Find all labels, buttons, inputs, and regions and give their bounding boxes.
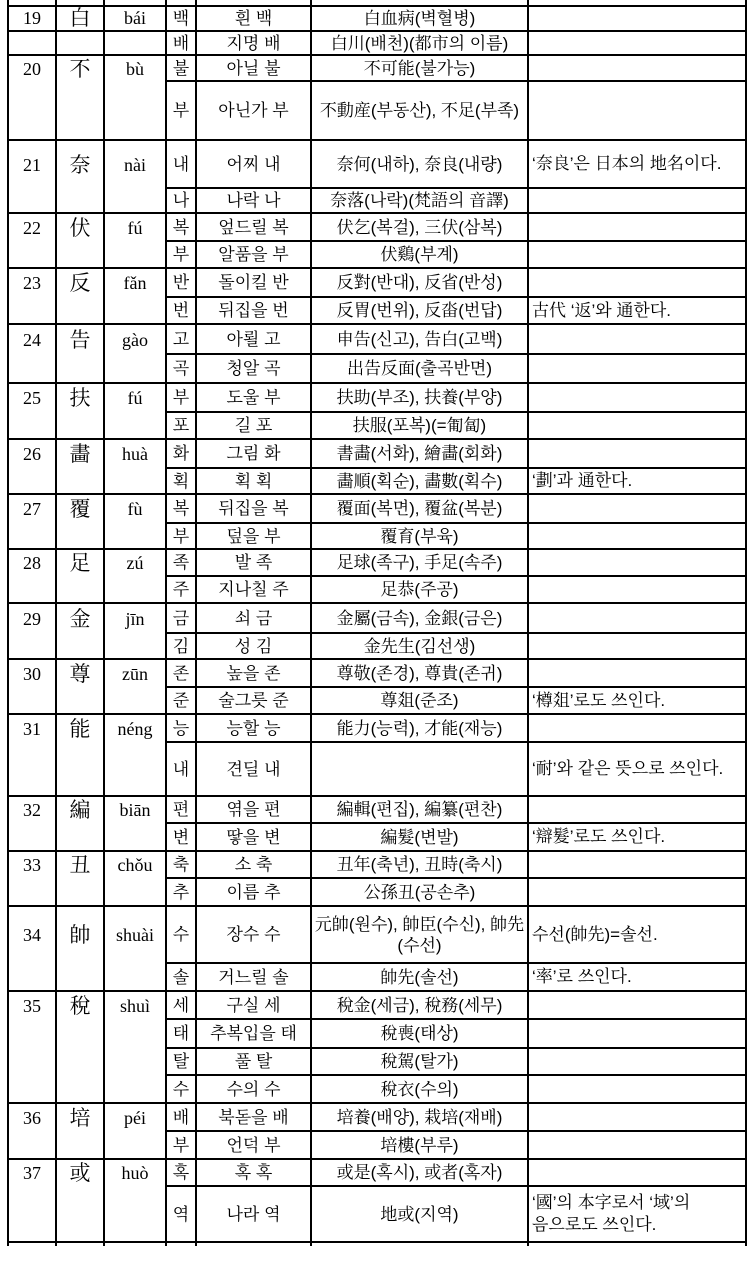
pinyin-reading: jīn	[104, 603, 166, 659]
entry-number: 21	[8, 140, 56, 213]
example-words: 編輯(편집), 編纂(편찬)	[311, 796, 528, 823]
remark-note: ‘樽爼’로도 쓰인다.	[528, 687, 746, 714]
entry-23-subrow-0	[8, 268, 746, 297]
cut-off-cell	[166, 1242, 196, 1246]
korean-eum: 변	[166, 823, 196, 851]
remark-note	[528, 188, 746, 213]
pinyin-reading: néng	[104, 714, 166, 796]
meaning-reading: 어찌 내	[196, 140, 311, 188]
remark-note	[528, 796, 746, 823]
example-words: 稅駕(탈가)	[311, 1048, 528, 1075]
meaning-reading: 구실 세	[196, 991, 311, 1019]
example-words: 地或(지역)	[311, 1186, 528, 1242]
remark-note	[528, 439, 746, 468]
meaning-reading: 돌이킬 반	[196, 268, 311, 297]
meaning-reading: 나락 나	[196, 188, 311, 213]
korean-eum: 반	[166, 268, 196, 297]
entry-35-subrow-0	[8, 991, 746, 1019]
example-words: 培樓(부루)	[311, 1131, 528, 1159]
remark-note	[528, 1048, 746, 1075]
meaning-reading: 혹 혹	[196, 1159, 311, 1186]
pinyin-reading: fú	[104, 383, 166, 439]
example-words: 畵順(획순), 畵數(획수)	[311, 468, 528, 494]
entry-30-subrow-0	[8, 659, 746, 687]
entry-36-subrow-0	[8, 1103, 746, 1131]
example-words: 白血病(벽혈병)	[311, 6, 528, 31]
meaning-reading: 그림 화	[196, 439, 311, 468]
hanzi-character: 稅	[56, 991, 104, 1103]
example-words: 足恭(주공)	[311, 576, 528, 603]
hanzi-character: 畵	[56, 439, 104, 494]
remark-note	[528, 354, 746, 383]
example-words: 培養(배양), 栽培(재배)	[311, 1103, 528, 1131]
korean-eum: 배	[166, 1103, 196, 1131]
remark-note	[528, 1075, 746, 1103]
entry-number: 31	[8, 714, 56, 796]
remark-note	[528, 383, 746, 412]
entry-number: 30	[8, 659, 56, 714]
pinyin-reading: zūn	[104, 659, 166, 714]
korean-eum: 수	[166, 906, 196, 963]
entry-number: 37	[8, 1159, 56, 1242]
korean-eum: 부	[166, 523, 196, 549]
meaning-reading: 능할 능	[196, 714, 311, 742]
meaning-reading: 장수 수	[196, 906, 311, 963]
hanzi-character: 覆	[56, 494, 104, 549]
example-words: 稅喪(태상)	[311, 1019, 528, 1048]
korean-eum: 축	[166, 851, 196, 878]
hanzi-character: 不	[56, 55, 104, 140]
hanzi-character: 反	[56, 268, 104, 324]
entry-37-subrow-0	[8, 1159, 746, 1186]
meaning-reading: 풀 탈	[196, 1048, 311, 1075]
pinyin-reading: fú	[104, 213, 166, 268]
entry-number: 32	[8, 796, 56, 851]
hanzi-character: 帥	[56, 906, 104, 991]
remark-note: 古代 ‘返’와 通한다.	[528, 297, 746, 324]
pinyin-reading: gào	[104, 324, 166, 383]
meaning-reading: 덮을 부	[196, 523, 311, 549]
hanzi-character: 能	[56, 714, 104, 796]
remark-note	[528, 1103, 746, 1131]
entry-number: 25	[8, 383, 56, 439]
korean-eum: 복	[166, 494, 196, 523]
pinyin-reading: biān	[104, 796, 166, 851]
meaning-reading: 추복입을 태	[196, 1019, 311, 1048]
meaning-reading: 아뢸 고	[196, 324, 311, 354]
korean-eum: 부	[166, 241, 196, 268]
hanzi-character: 或	[56, 1159, 104, 1242]
example-words: 伏鷄(부계)	[311, 241, 528, 268]
example-words: 編髮(변발)	[311, 823, 528, 851]
meaning-reading: 북돋을 배	[196, 1103, 311, 1131]
entry-19-subrow-0	[8, 6, 746, 31]
korean-eum: 부	[166, 1131, 196, 1159]
example-words: 扶服(포복)(=匍匐)	[311, 412, 528, 439]
meaning-reading: 알품을 부	[196, 241, 311, 268]
pinyin-reading-empty	[104, 31, 166, 55]
remark-note	[528, 851, 746, 878]
pinyin-reading: shuài	[104, 906, 166, 991]
hanzi-character: 奈	[56, 140, 104, 213]
example-words: 伏乞(복걸), 三伏(삼복)	[311, 213, 528, 241]
korean-eum: 김	[166, 633, 196, 659]
korean-eum: 화	[166, 439, 196, 468]
cut-off-row	[8, 1242, 746, 1246]
remark-note	[528, 494, 746, 523]
meaning-reading: 소 축	[196, 851, 311, 878]
korean-eum: 백	[166, 6, 196, 31]
pinyin-reading: péi	[104, 1103, 166, 1159]
meaning-reading: 이름 추	[196, 878, 311, 906]
korean-eum: 번	[166, 297, 196, 324]
hanzi-character: 編	[56, 796, 104, 851]
remark-note	[528, 268, 746, 297]
meaning-reading: 쇠 금	[196, 603, 311, 633]
meaning-reading: 지나칠 주	[196, 576, 311, 603]
entry-26-subrow-0	[8, 439, 746, 468]
korean-eum: 탈	[166, 1048, 196, 1075]
cut-off-cell	[528, 1242, 746, 1246]
korean-eum: 족	[166, 549, 196, 576]
meaning-reading: 아닐 불	[196, 55, 311, 81]
pinyin-reading: huà	[104, 439, 166, 494]
pinyin-reading: fù	[104, 494, 166, 549]
entry-28-subrow-0	[8, 549, 746, 576]
meaning-reading: 땋을 변	[196, 823, 311, 851]
korean-eum: 나	[166, 188, 196, 213]
hanzi-character: 伏	[56, 213, 104, 268]
pinyin-reading: huò	[104, 1159, 166, 1242]
korean-eum: 획	[166, 468, 196, 494]
korean-eum: 세	[166, 991, 196, 1019]
pinyin-reading: chǒu	[104, 851, 166, 906]
korean-eum: 추	[166, 878, 196, 906]
korean-eum: 내	[166, 742, 196, 796]
example-words: 元帥(원수), 帥臣(수신), 帥先(수선)	[311, 906, 528, 963]
remark-note	[528, 31, 746, 55]
example-words: 書畵(서화), 繪畵(회화)	[311, 439, 528, 468]
meaning-reading: 높을 존	[196, 659, 311, 687]
korean-eum: 금	[166, 603, 196, 633]
meaning-reading: 흰 백	[196, 6, 311, 31]
entry-33-subrow-0	[8, 851, 746, 878]
example-words: 奈何(내하), 奈良(내량)	[311, 140, 528, 188]
example-words: 或是(혹시), 或者(혹자)	[311, 1159, 528, 1186]
remark-note: ‘奈良’은 日本의 地名이다.	[528, 140, 746, 188]
hanzi-character: 白	[56, 6, 104, 31]
entry-number: 33	[8, 851, 56, 906]
remark-note: ‘率’로 쓰인다.	[528, 963, 746, 991]
cut-off-cell	[56, 1242, 104, 1246]
remark-note	[528, 6, 746, 31]
korean-eum: 부	[166, 81, 196, 140]
entry-number-empty	[8, 31, 56, 55]
entry-number: 20	[8, 55, 56, 140]
entry-25-subrow-0	[8, 383, 746, 412]
example-words: 帥先(솔선)	[311, 963, 528, 991]
remark-note	[528, 549, 746, 576]
entry-number: 26	[8, 439, 56, 494]
example-words: 金先生(김선생)	[311, 633, 528, 659]
hanzi-character: 扶	[56, 383, 104, 439]
example-words: 稅衣(수의)	[311, 1075, 528, 1103]
meaning-reading: 견딜 내	[196, 742, 311, 796]
korean-eum: 곡	[166, 354, 196, 383]
korean-eum: 태	[166, 1019, 196, 1048]
remark-note	[528, 1131, 746, 1159]
cut-off-cell	[8, 1242, 56, 1246]
example-words: 尊敬(존경), 尊貴(존귀)	[311, 659, 528, 687]
entry-19-subrow-1	[8, 31, 746, 55]
entry-number: 24	[8, 324, 56, 383]
meaning-reading: 엮을 편	[196, 796, 311, 823]
korean-eum: 내	[166, 140, 196, 188]
example-words: 尊爼(준조)	[311, 687, 528, 714]
entry-20-subrow-0	[8, 55, 746, 81]
entry-24-subrow-0	[8, 324, 746, 354]
remark-note	[528, 1019, 746, 1048]
remark-note	[528, 576, 746, 603]
meaning-reading: 도울 부	[196, 383, 311, 412]
pinyin-reading: bái	[104, 6, 166, 31]
example-words: 白川(배천)(都市의 이름)	[311, 31, 528, 55]
korean-eum: 복	[166, 213, 196, 241]
remark-note	[528, 714, 746, 742]
meaning-reading: 획 획	[196, 468, 311, 494]
remark-note	[528, 1159, 746, 1186]
meaning-reading: 술그릇 준	[196, 687, 311, 714]
meaning-reading: 뒤집을 번	[196, 297, 311, 324]
entry-34-subrow-0	[8, 906, 746, 963]
hanja-readings-table	[7, 0, 747, 1246]
entry-number: 29	[8, 603, 56, 659]
remark-note	[528, 633, 746, 659]
example-words: 反胃(번위), 反畓(번답)	[311, 297, 528, 324]
entry-27-subrow-0	[8, 494, 746, 523]
pinyin-reading: nài	[104, 140, 166, 213]
remark-note: ‘國’의 本字로서 ‘域’의 음으로도 쓰인다.	[528, 1186, 746, 1242]
entry-number: 36	[8, 1103, 56, 1159]
remark-note	[528, 878, 746, 906]
entry-number: 19	[8, 6, 56, 31]
remark-note: ‘耐’와 같은 뜻으로 쓰인다.	[528, 742, 746, 796]
korean-eum: 포	[166, 412, 196, 439]
pinyin-reading: bù	[104, 55, 166, 140]
remark-note	[528, 603, 746, 633]
meaning-reading: 뒤집을 복	[196, 494, 311, 523]
korean-eum: 능	[166, 714, 196, 742]
korean-eum: 혹	[166, 1159, 196, 1186]
example-words: 不動産(부동산), 不足(부족)	[311, 81, 528, 140]
meaning-reading: 지명 배	[196, 31, 311, 55]
meaning-reading: 발 족	[196, 549, 311, 576]
remark-note	[528, 523, 746, 549]
remark-note	[528, 991, 746, 1019]
korean-eum: 준	[166, 687, 196, 714]
entry-22-subrow-0	[8, 213, 746, 241]
korean-eum: 배	[166, 31, 196, 55]
entry-number: 34	[8, 906, 56, 991]
example-words: 稅金(세금), 稅務(세무)	[311, 991, 528, 1019]
remark-note: ‘辯髮’로도 쓰인다.	[528, 823, 746, 851]
entry-29-subrow-0	[8, 603, 746, 633]
example-words: 能力(능력), 才能(재능)	[311, 714, 528, 742]
remark-note	[528, 55, 746, 81]
korean-eum: 불	[166, 55, 196, 81]
meaning-reading: 엎드릴 복	[196, 213, 311, 241]
example-words: 奈落(나락)(梵語의 音譯)	[311, 188, 528, 213]
entry-number: 23	[8, 268, 56, 324]
meaning-reading: 성 김	[196, 633, 311, 659]
hanzi-character: 告	[56, 324, 104, 383]
cut-off-cell	[104, 1242, 166, 1246]
korean-eum: 편	[166, 796, 196, 823]
example-words: 不可能(불가능)	[311, 55, 528, 81]
korean-eum: 존	[166, 659, 196, 687]
entry-21-subrow-0	[8, 140, 746, 188]
remark-note: 수선(帥先)=솔선.	[528, 906, 746, 963]
pinyin-reading: shuì	[104, 991, 166, 1103]
entry-number: 28	[8, 549, 56, 603]
example-words: 丑年(축년), 丑時(축시)	[311, 851, 528, 878]
hanzi-character: 丑	[56, 851, 104, 906]
remark-note	[528, 81, 746, 140]
meaning-reading: 나라 역	[196, 1186, 311, 1242]
pinyin-reading: fǎn	[104, 268, 166, 324]
example-words: 扶助(부조), 扶養(부양)	[311, 383, 528, 412]
pinyin-reading: zú	[104, 549, 166, 603]
meaning-reading: 청알 곡	[196, 354, 311, 383]
korean-eum: 수	[166, 1075, 196, 1103]
meaning-reading: 언덕 부	[196, 1131, 311, 1159]
remark-note	[528, 412, 746, 439]
entry-number: 27	[8, 494, 56, 549]
korean-eum: 역	[166, 1186, 196, 1242]
korean-eum: 고	[166, 324, 196, 354]
remark-note	[528, 659, 746, 687]
remark-note	[528, 241, 746, 268]
korean-eum: 주	[166, 576, 196, 603]
hanzi-character-empty	[56, 31, 104, 55]
meaning-reading: 길 포	[196, 412, 311, 439]
remark-note	[528, 213, 746, 241]
example-words: 覆面(복면), 覆盆(복분)	[311, 494, 528, 523]
example-words: 足球(족구), 手足(속주)	[311, 549, 528, 576]
example-words: 出告反面(출곡반면)	[311, 354, 528, 383]
example-words: 金屬(금속), 金銀(금은)	[311, 603, 528, 633]
meaning-reading: 거느릴 솔	[196, 963, 311, 991]
entry-number: 22	[8, 213, 56, 268]
hanzi-character: 培	[56, 1103, 104, 1159]
korean-eum: 솔	[166, 963, 196, 991]
cut-off-cell	[311, 1242, 528, 1246]
example-words: 反對(반대), 反省(반성)	[311, 268, 528, 297]
example-words: 公孫丑(공손추)	[311, 878, 528, 906]
meaning-reading: 아닌가 부	[196, 81, 311, 140]
example-words: 覆育(부육)	[311, 523, 528, 549]
remark-note: ‘劃’과 通한다.	[528, 468, 746, 494]
example-words: 申告(신고), 告白(고백)	[311, 324, 528, 354]
hanja-table-body	[8, 0, 746, 1246]
meaning-reading: 수의 수	[196, 1075, 311, 1103]
hanzi-character: 尊	[56, 659, 104, 714]
entry-32-subrow-0	[8, 796, 746, 823]
korean-eum: 부	[166, 383, 196, 412]
hanzi-character: 金	[56, 603, 104, 659]
cut-off-cell	[196, 1242, 311, 1246]
remark-note	[528, 324, 746, 354]
entry-number: 35	[8, 991, 56, 1103]
hanzi-character: 足	[56, 549, 104, 603]
example-words	[311, 742, 528, 796]
entry-31-subrow-0	[8, 714, 746, 742]
